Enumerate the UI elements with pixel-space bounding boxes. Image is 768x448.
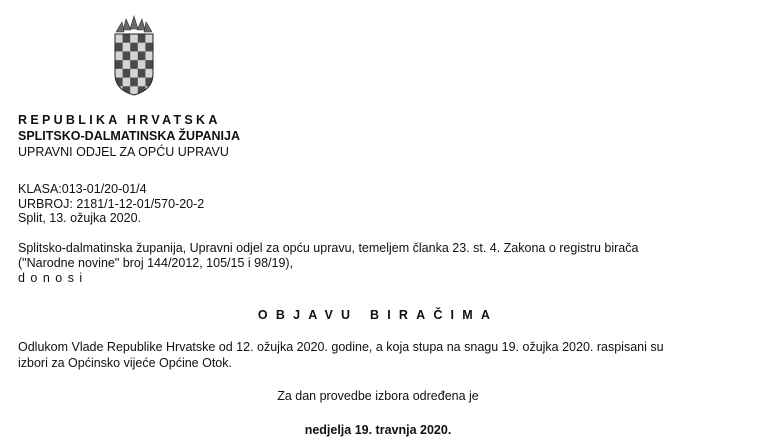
coat-of-arms-icon (114, 12, 154, 96)
intro-line-1: Splitsko-dalmatinska županija, Upravni odjel za opću upravu, temeljem članka 23. st. 4. Zakona o registru birača (18, 241, 639, 255)
intro-line-2: ("Narodne novine" broj 144/2012, 105/15 i 98/19), (18, 256, 294, 270)
body-line-1: Odlukom Vlade Republike Hrvatske od 12. ožujka 2020. godine, a koja stupa na snagu 19. ožujka 2020. raspisani su (18, 340, 664, 354)
country-name: REPUBLIKA HRVATSKA (18, 113, 221, 127)
intro-line-3: d o n o s i (18, 271, 84, 285)
election-intro: Za dan provedbe izbora određena je (277, 389, 479, 403)
office-name: UPRAVNI ODJEL ZA OPĆU UPRAVU (18, 145, 229, 159)
klasa-reference: KLASA:013-01/20-01/4 (18, 182, 147, 196)
urbroj-reference: URBROJ: 2181/1-12-01/570-20-2 (18, 197, 205, 211)
election-date: nedjelja 19. travnja 2020. (304, 423, 452, 437)
county-name: SPLITSKO-DALMATINSKA ŽUPANIJA (18, 129, 240, 143)
document-title: OBJAVU BIRAČIMA (257, 308, 499, 322)
place-date: Split, 13. ožujka 2020. (18, 211, 141, 225)
body-line-2: izbori za Općinsko vijeće Općine Otok. (18, 356, 232, 370)
